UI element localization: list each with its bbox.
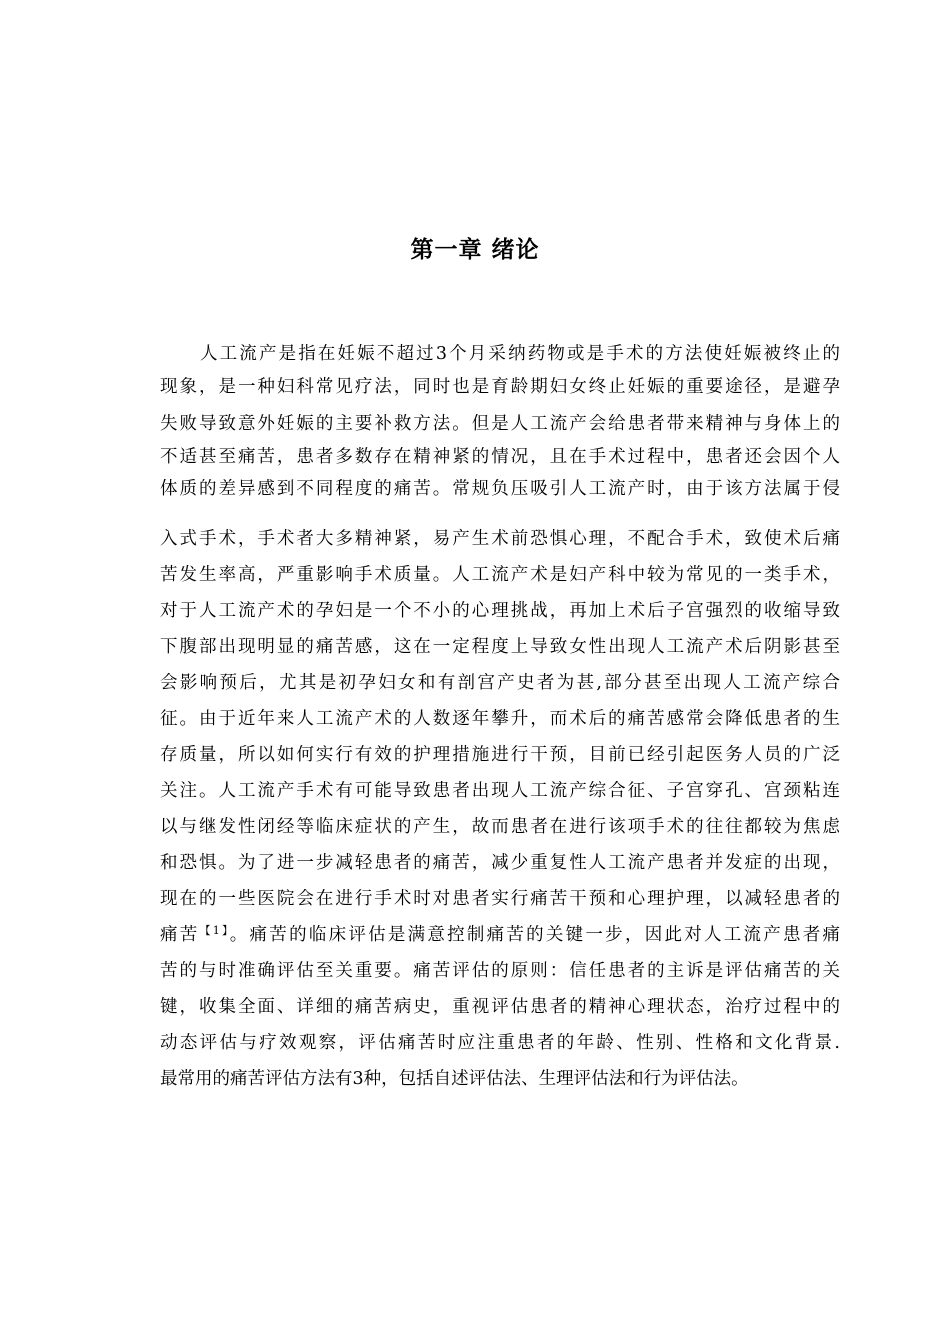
paragraph-line: 键，收集全面、详细的痛苦病史，重视评估患者的精神心理状态，治疗过程中的	[160, 997, 840, 1017]
citation-line-start: 痛苦	[160, 925, 200, 945]
paragraph-line-with-citation	[160, 922, 840, 948]
paragraph-line: 以与继发性闭经等临床症状的产生，故而患者在进行该项手术的往往都较为焦虑	[160, 817, 840, 837]
paragraph-line: 现在的一些医院会在进行手术时对患者实行痛苦干预和心理护理，以减轻患者的	[160, 889, 840, 909]
paragraph-line: 和恐惧。为了进一步减轻患者的痛苦，减少重复性人工流产患者并发症的出现，	[160, 853, 840, 873]
paragraph-line: 动态评估与疗效观察，评估痛苦时应注重患者的年龄、性别、性格和文化背景.	[160, 1033, 840, 1053]
paragraph-line: 现象，是一种妇科常见疗法，同时也是育龄期妇女终止妊娠的重要途径，是避孕	[160, 377, 840, 397]
paragraph-line: 不适甚至痛苦，患者多数存在精神紧的情况，且在手术过程中，患者还会因个人	[160, 447, 840, 467]
paragraph-line: 失败导致意外妊娠的主要补救方法。但是人工流产会给患者带来精神与身体上的	[160, 414, 840, 434]
chapter-title: 第一章 绪论	[410, 237, 540, 263]
citation-marker: 【1】	[199, 924, 230, 937]
paragraph-line: 苦发生率高，严重影响手术质量。人工流产术是妇产科中较为常见的一类手术，	[160, 565, 840, 585]
paragraph-line: 下腹部出现明显的痛苦感，这在一定程度上导致女性出现人工流产术后阴影甚至	[160, 637, 840, 657]
paragraph-line: 征。由于近年来人工流产术的人数逐年攀升，而术后的痛苦感常会降低患者的生	[160, 709, 840, 729]
paragraph-line: 关注。人工流产手术有可能导致患者出现人工流产综合征、子宫穿孔、宫颈粘连	[160, 781, 840, 801]
paragraph-line: 体质的差异感到不同程度的痛苦。常规负压吸引人工流产时，由于该方法属于侵	[160, 479, 840, 499]
paragraph-line: 人工流产是指在妊娠不超过3个月采纳药物或是手术的方法使妊娠被终止的	[200, 344, 840, 364]
paragraph-line: 最常用的痛苦评估方法有3种，包括自述评估法、生理评估法和行为评估法。	[160, 1069, 749, 1089]
paragraph-line: 会影响预后，尤其是初孕妇女和有剖宫产史者为甚,部分甚至出现人工流产综合	[160, 673, 840, 693]
paragraph-line: 入式手术，手术者大多精神紧，易产生术前恐惧心理，不配合手术，致使术后痛	[160, 529, 840, 549]
citation-line-end: 。痛苦的临床评估是满意控制痛苦的关键一步，因此对人工流产患者痛	[229, 925, 841, 945]
paragraph-line: 对于人工流产术的孕妇是一个不小的心理挑战，再加上术后子宫强烈的收缩导致	[160, 601, 840, 621]
paragraph-line: 苦的与时准确评估至关重要。痛苦评估的原则：信任患者的主诉是评估痛苦的关	[160, 961, 840, 981]
paragraph-line: 存质量，所以如何实行有效的护理措施进行干预，目前已经引起医务人员的广泛	[160, 745, 840, 765]
